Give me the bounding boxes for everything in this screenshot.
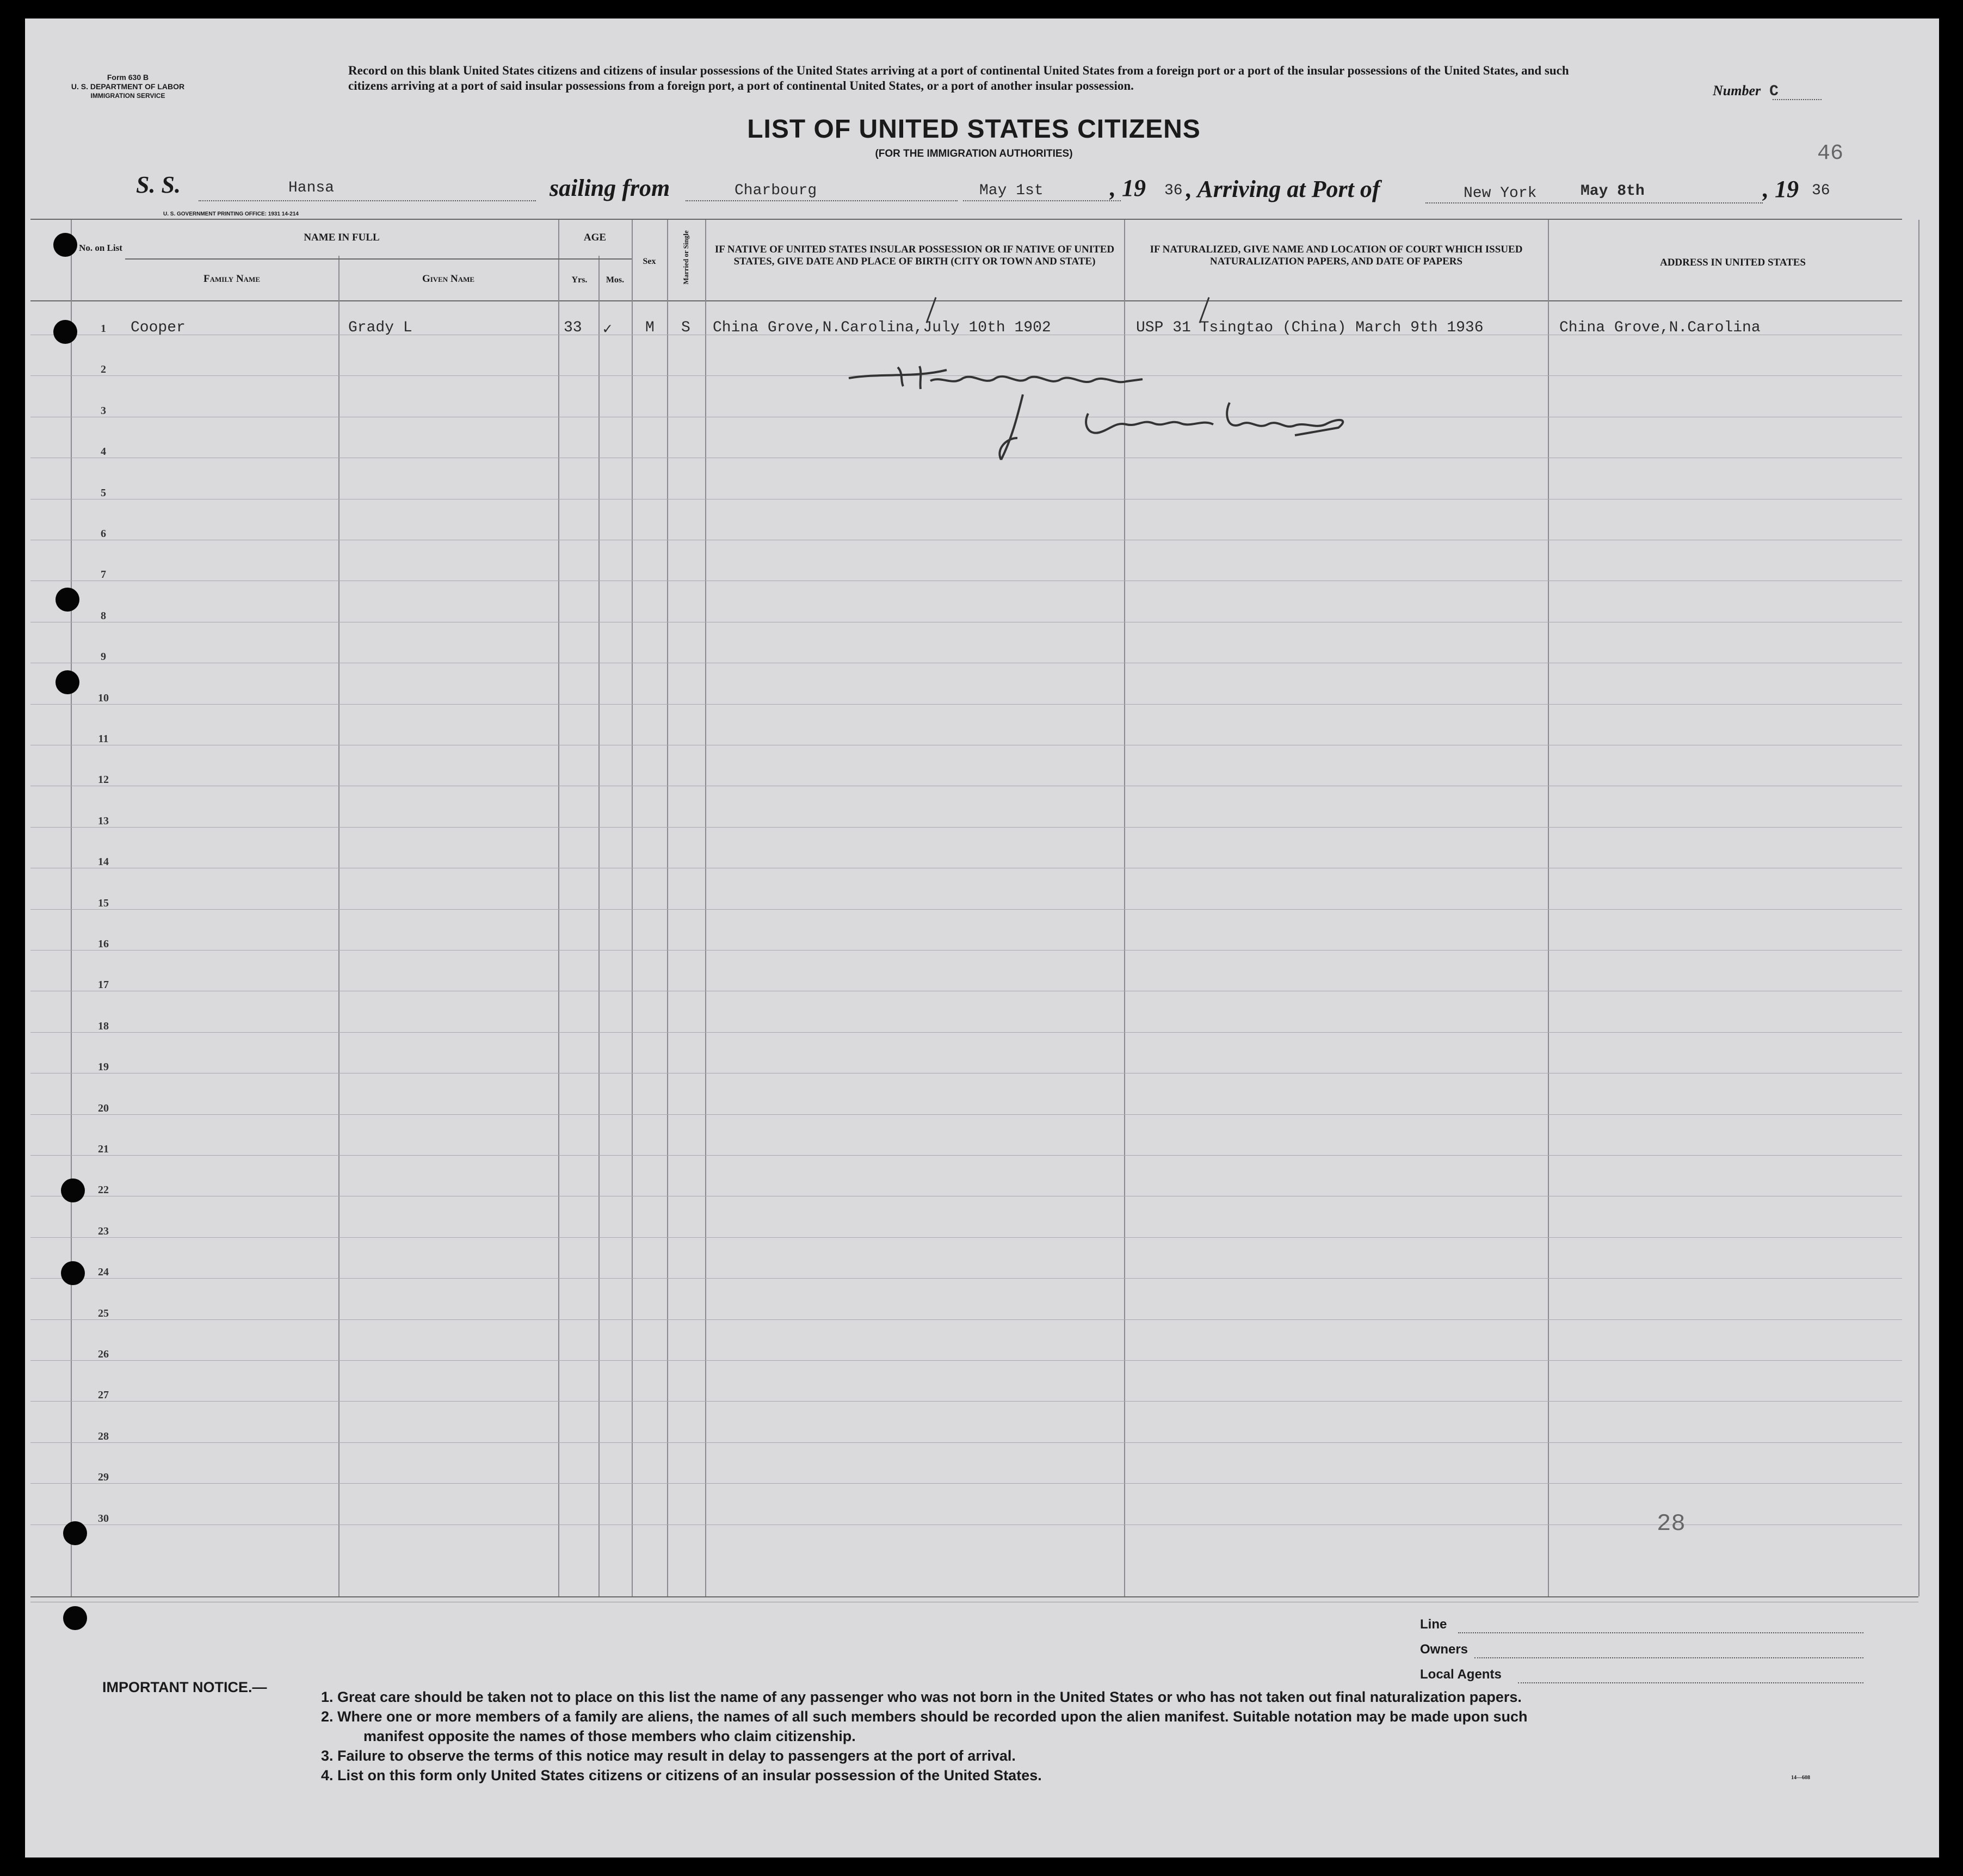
punch-hole xyxy=(53,233,77,257)
row-number: 27 xyxy=(98,1389,109,1402)
page-title: LIST OF UNITED STATES CITIZENS xyxy=(747,115,1201,144)
row-number: 20 xyxy=(98,1102,109,1114)
family-name-cell: Cooper xyxy=(131,319,186,336)
row-number: 3 xyxy=(101,404,106,417)
notice-2: 2. Where one or more members of a family are aliens, the names of all such members should be recorded upon the alien manifest. Suitable notation may be made upon such xyxy=(321,1708,1528,1725)
col-no: No. on List xyxy=(79,243,122,253)
ship-name: Hansa xyxy=(288,180,335,196)
depart-year-prefix: , 19 xyxy=(1110,175,1146,201)
ss-label: S. S. xyxy=(136,171,181,198)
number-value: C xyxy=(1769,83,1779,100)
col-married: Married or Single xyxy=(682,230,690,285)
row-rule xyxy=(30,1319,1902,1320)
arrival-port: New York xyxy=(1464,185,1537,202)
row-rule xyxy=(30,950,1902,951)
row-number: 6 xyxy=(101,528,106,540)
line-label: Line xyxy=(1420,1617,1447,1632)
given-name-cell: Grady L xyxy=(348,319,412,336)
row-rule xyxy=(30,1483,1902,1484)
service: IMMIGRATION SERVICE xyxy=(90,92,165,100)
notice-1: 1. Great care should be taken not to place on this list the name of any passenger who was not born in the United States or who has not taken out final naturalization papers. xyxy=(321,1689,1522,1705)
row-number: 22 xyxy=(98,1184,109,1196)
row-number: 10 xyxy=(98,692,109,704)
number-label: Number xyxy=(1713,83,1761,98)
row-number: 26 xyxy=(98,1348,109,1360)
row-number: 14 xyxy=(98,856,109,868)
col-mos: Mos. xyxy=(606,275,625,285)
punch-hole xyxy=(61,1261,85,1285)
row-number: 19 xyxy=(98,1061,109,1073)
col-family-name: Family Name xyxy=(203,273,260,285)
notice-2-cont: manifest opposite the names of those members who claim citizenship. xyxy=(363,1728,856,1744)
col-name-in-full: NAME IN FULL xyxy=(304,232,380,243)
age-months-cell: ✓ xyxy=(603,322,612,338)
table-top-border xyxy=(30,219,1902,220)
col-sex: Sex xyxy=(643,257,656,266)
col-address: ADDRESS IN UNITED STATES xyxy=(1659,257,1806,268)
row-number: 29 xyxy=(98,1471,109,1484)
row-number: 24 xyxy=(98,1266,109,1279)
col-naturalized: IF NATURALIZED, GIVE NAME AND LOCATION OF COURT WHICH ISSUED NATURALIZATION PAPERS, AND DATE OF PAPERS xyxy=(1150,244,1523,267)
col-age: AGE xyxy=(583,232,607,243)
row-number: 25 xyxy=(98,1307,109,1319)
notice-3: 3. Failure to observe the terms of this notice may result in delay to passengers at the port of arrival. xyxy=(321,1748,1016,1764)
row-number: 7 xyxy=(101,569,106,581)
married-cell: S xyxy=(681,319,690,336)
from-port: Charbourg xyxy=(734,182,817,199)
printing-office: U. S. GOVERNMENT PRINTING OFFICE: 1931 14-214 xyxy=(163,211,299,217)
page-mark: 46 xyxy=(1817,141,1844,166)
birth-cell: China Grove,N.Carolina,July 10th 1902 xyxy=(713,319,1051,336)
row-number: 15 xyxy=(98,897,109,909)
row-rule xyxy=(30,1360,1902,1361)
row-rule xyxy=(30,1442,1902,1443)
arrival-year: 36 xyxy=(1812,182,1830,199)
notice-4: 4. List on this form only United States citizens or citizens of an insular possession of the United States. xyxy=(321,1767,1042,1784)
address-cell: China Grove,N.Carolina xyxy=(1559,319,1761,336)
instructions: Record on this blank United States citizens and citizens of insular possessions of the United States arriving at a port of continental United States from a foreign port or a port of the insular possessions of the United States, and such citizens arriving at a port of said insular possessions from a foreign port, a port of continental United States, or a port of another insular possession. xyxy=(348,64,1569,92)
punch-hole xyxy=(53,320,77,344)
notice-title: IMPORTANT NOTICE.— xyxy=(102,1679,267,1695)
number-field xyxy=(1713,83,1822,100)
row-number: 23 xyxy=(98,1225,109,1237)
page-subtitle: (FOR THE IMMIGRATION AUTHORITIES) xyxy=(875,148,1073,159)
sex-cell: M xyxy=(645,319,655,336)
row-number: 18 xyxy=(98,1020,109,1032)
sailing-label: sailing from xyxy=(550,175,670,201)
col-given-name: Given Name xyxy=(422,273,475,285)
row-number: 21 xyxy=(98,1143,109,1155)
depart-date: May 1st xyxy=(979,182,1044,199)
form-sheet xyxy=(25,18,1939,1858)
punch-hole xyxy=(63,1521,87,1545)
department: U. S. DEPARTMENT OF LABOR xyxy=(71,82,185,91)
row-number: 12 xyxy=(98,774,109,786)
row-number: 5 xyxy=(101,486,106,499)
row-number: 9 xyxy=(101,651,106,663)
print-code: 14—608 xyxy=(1791,1775,1810,1781)
punch-hole xyxy=(55,670,79,694)
punch-hole xyxy=(55,588,79,612)
row-number: 16 xyxy=(98,938,109,950)
table-header-bottom xyxy=(30,300,1902,301)
page-count-mark: 28 xyxy=(1657,1510,1686,1538)
row-rule xyxy=(30,1237,1902,1238)
arriving-label: , Arriving at Port of xyxy=(1186,176,1380,202)
owners-label: Owners xyxy=(1420,1642,1468,1657)
row-number: 11 xyxy=(98,733,109,745)
row-number: 30 xyxy=(98,1512,109,1525)
row-number: 1 xyxy=(101,323,106,335)
row-rule xyxy=(30,1155,1902,1156)
row-number: 2 xyxy=(101,363,106,376)
agents-label: Local Agents xyxy=(1420,1667,1502,1682)
col-yrs: Yrs. xyxy=(571,275,588,285)
row-rule xyxy=(30,1114,1902,1115)
signature-inspector xyxy=(1077,392,1360,452)
form-number: Form 630 B xyxy=(107,73,149,82)
row-number: 4 xyxy=(101,446,106,458)
row-rule xyxy=(30,1032,1902,1033)
col-birth: IF NATIVE OF UNITED STATES INSULAR POSSESSION OR IF NATIVE OF UNITED STATES, GIVE DATE AND PLACE OF BIRTH (CITY OR TOWN AND STATE) xyxy=(714,244,1115,267)
row-rule xyxy=(30,1278,1902,1279)
arrival-date: May 8th xyxy=(1581,183,1645,200)
row-rule xyxy=(30,827,1902,828)
row-number: 13 xyxy=(98,814,109,827)
naturalized-cell: USP 31 Tsingtao (China) March 9th 1936 xyxy=(1136,319,1484,336)
row-number: 17 xyxy=(98,979,109,991)
age-years-cell: 33 xyxy=(564,319,582,336)
punch-hole xyxy=(61,1178,85,1202)
arrival-year-prefix: , 19 xyxy=(1763,176,1799,202)
depart-year: 36 xyxy=(1164,182,1183,199)
row-rule xyxy=(30,1401,1902,1402)
row-rule xyxy=(30,909,1902,910)
row-number: 28 xyxy=(98,1430,109,1442)
row-rule xyxy=(30,704,1902,705)
form-id-block xyxy=(60,73,196,101)
row-number: 8 xyxy=(101,609,106,622)
punch-hole xyxy=(63,1606,87,1630)
